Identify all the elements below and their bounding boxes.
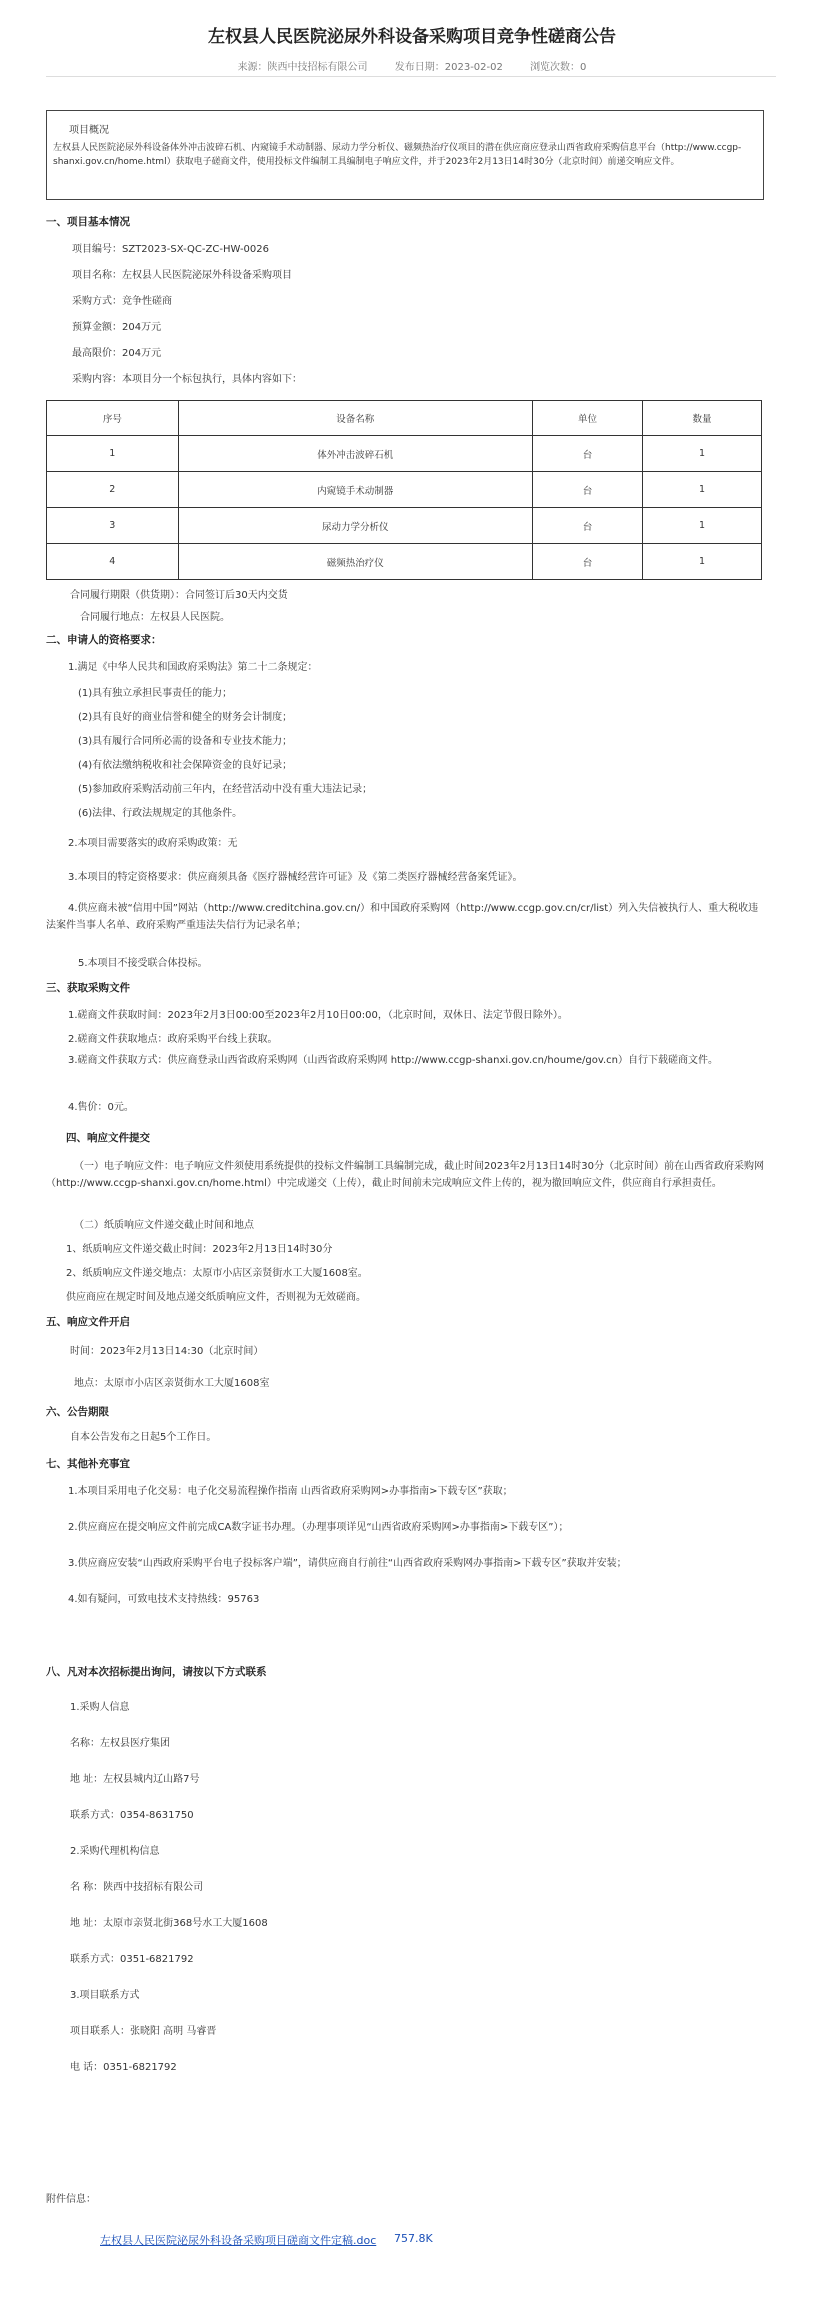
title-divider [46, 76, 776, 77]
section-8-heading: 八、凡对本次招标提出询问，请按以下方式联系 [46, 1666, 267, 1678]
cell-unit: 台 [532, 508, 642, 544]
contact-2-name: 名 称：陕西中技招标有限公司 [70, 1882, 204, 1893]
qualification-item: (1)具有独立承担民事责任的能力； [78, 688, 233, 699]
views-text: 浏览次数：0 [530, 62, 587, 73]
opening-time: 时间：2023年2月13日14:30（北京时间） [70, 1346, 264, 1357]
table-row [47, 436, 762, 472]
meta-bar [0, 58, 824, 73]
max-price: 最高限价：204万元 [72, 348, 162, 359]
contact-3-phone: 电 话：0351-6821792 [70, 2062, 177, 2073]
contract-place: 合同履行地点：左权县人民医院。 [80, 612, 230, 623]
submission-electronic: （一）电子响应文件：电子响应文件须使用系统提供的投标文件编制工具编制完成，截止时间2023年2月13日14时30分（北京时间）前在山西省政府采购网（http://www.ccgp-shanxi.gov.cn/home.html）中完成递交（上传），截止时间前未完成响应文件上传的，视为撤回响应文件，供应商自行承担责任。 [46, 1161, 764, 1189]
cell-equipment: 体外冲击波碎石机 [178, 436, 532, 472]
contact-1-phone: 联系方式：0354-8631750 [70, 1810, 194, 1821]
cell-index: 2 [47, 472, 179, 508]
cell-index: 3 [47, 508, 179, 544]
cell-equipment: 内窥镜手术动制器 [178, 472, 532, 508]
contact-2-phone: 联系方式：0351-6821792 [70, 1954, 194, 1965]
cell-unit: 台 [532, 436, 642, 472]
attachment-link[interactable]: 左权县人民医院泌尿外科设备采购项目磋商文件定稿.doc [100, 2234, 377, 2247]
header-equipment: 设备名称 [178, 401, 532, 436]
contact-2-title: 2.采购代理机构信息 [70, 1846, 160, 1857]
page-title: 左权县人民医院泌尿外科设备采购项目竞争性磋商公告 [208, 27, 616, 47]
contact-3-title: 3.项目联系方式 [70, 1990, 140, 2001]
qualification-3: 3.本项目的特定资格要求：供应商须具备《医疗器械经营许可证》及《第二类医疗器械经营备案凭证》。 [68, 872, 523, 883]
docs-place: 2.磋商文件获取地点：政府采购平台线上获取。 [68, 1034, 278, 1045]
header-index: 序号 [47, 401, 179, 436]
contract-period: 合同履行期限（供货期）：合同签订后30天内交货 [70, 590, 288, 601]
section-3-heading: 三、获取采购文件 [46, 982, 130, 994]
attachment-size: 757.8K [394, 2232, 433, 2245]
cell-quantity: 1 [643, 544, 762, 580]
header-quantity: 数量 [643, 401, 762, 436]
budget-amount: 预算金额：204万元 [72, 322, 162, 333]
contact-1-address: 地 址：左权县城内辽山路7号 [70, 1774, 200, 1785]
table-row [47, 472, 762, 508]
other-1: 1.本项目采用电子化交易：电子化交易流程操作指南 山西省政府采购网>办事指南>下载专区”获取； [68, 1486, 513, 1497]
contact-3-people: 项目联系人：张晓阳 高明 马睿晋 [70, 2026, 217, 2037]
docs-method: 3.磋商文件获取方式：供应商登录山西省政府采购网（山西省政府采购网 http://www.ccgp-shanxi.gov.cn/houme/gov.cn）自行下载磋商文件。 [68, 1055, 719, 1066]
section-6-heading: 六、公告期限 [46, 1406, 109, 1418]
cell-unit: 台 [532, 544, 642, 580]
contact-1-title: 1.采购人信息 [70, 1702, 130, 1713]
qualification-1: 1.满足《中华人民共和国政府采购法》第二十二条规定： [68, 662, 318, 673]
cell-equipment: 磁频热治疗仪 [178, 544, 532, 580]
table-row [47, 544, 762, 580]
section-1-heading: 一、项目基本情况 [46, 216, 130, 228]
cell-equipment: 尿动力学分析仪 [178, 508, 532, 544]
submission-paper-place: 2、纸质响应文件递交地点：太原市小店区亲贤街水工大厦1608室。 [66, 1268, 368, 1279]
cell-quantity: 1 [643, 472, 762, 508]
table-header-row [47, 401, 762, 436]
project-number: 项目编号：SZT2023-SX-QC-ZC-HW-0026 [72, 244, 270, 255]
notice-period: 自本公告发布之日起5个工作日。 [70, 1432, 217, 1443]
project-name: 项目名称：左权县人民医院泌尿外科设备采购项目 [72, 270, 292, 281]
contact-1-name: 名称：左权县医疗集团 [70, 1738, 170, 1749]
cell-quantity: 1 [643, 436, 762, 472]
procurement-content: 采购内容：本项目分一个标包执行，具体内容如下： [72, 374, 302, 385]
qualification-4: 4.供应商未被“信用中国”网站（http://www.creditchina.gov.cn/）和中国政府采购网（http://www.ccgp.gov.cn/cr/list）列入失信被执行人、重大税收违法案件当事人名单、政府采购严重违法失信行为记录名单； [46, 903, 759, 931]
opening-place: 地点：太原市小店区亲贤街水工大厦1608室 [74, 1378, 270, 1389]
qualification-2: 2.本项目需要落实的政府采购政策：无 [68, 838, 238, 849]
section-7-heading: 七、其他补充事宜 [46, 1458, 130, 1470]
procurement-method: 采购方式：竞争性磋商 [72, 296, 172, 307]
cell-quantity: 1 [643, 508, 762, 544]
overview-body: 左权县人民医院泌尿外科设备体外冲击波碎石机、内窥镜手术动制器、尿动力学分析仪、磁频热治疗仪项目的潜在供应商应登录山西省政府采购信息平台（http://www.ccgp-shanxi.gov.cn/home.html）获取电子磋商文件，使用投标文件编制工具编制电子响应文件，并于2023年2月13日14时30分（北京时间）前递交响应文件。 [53, 143, 742, 167]
submission-paper-time: 1、纸质响应文件递交截止时间：2023年2月13日14时30分 [66, 1244, 333, 1255]
table-row [47, 508, 762, 544]
source-text: 来源：陕西中技招标有限公司 [237, 62, 368, 73]
equipment-table [46, 400, 762, 580]
submission-paper-title: （二）纸质响应文件递交截止时间和地点 [74, 1220, 254, 1231]
cell-index: 4 [47, 544, 179, 580]
section-4-heading: 四、响应文件提交 [66, 1132, 150, 1144]
qualification-item: (3)具有履行合同所必需的设备和专业技术能力； [78, 736, 293, 747]
docs-price: 4.售价：0元。 [68, 1102, 134, 1113]
qualification-item: (2)具有良好的商业信誉和健全的财务会计制度； [78, 712, 293, 723]
header-unit: 单位 [532, 401, 642, 436]
other-4: 4.如有疑问，可致电技术支持热线：95763 [68, 1594, 260, 1605]
qualification-item: (5)参加政府采购活动前三年内，在经营活动中没有重大违法记录； [78, 784, 373, 795]
submission-note: 供应商应在规定时间及地点递交纸质响应文件，否则视为无效磋商。 [66, 1292, 366, 1303]
cell-index: 1 [47, 436, 179, 472]
qualification-item: (4)有依法缴纳税收和社会保障资金的良好记录； [78, 760, 293, 771]
other-2: 2.供应商应在提交响应文件前完成CA数字证书办理。（办理事项详见“山西省政府采购网>办事指南>下载专区”）； [68, 1522, 569, 1533]
date-text: 发布日期：2023-02-02 [394, 62, 503, 73]
qualification-5: 5.本项目不接受联合体投标。 [78, 958, 208, 969]
overview-title: 项目概况 [69, 125, 109, 136]
cell-unit: 台 [532, 472, 642, 508]
other-3: 3.供应商应安装“山西政府采购平台电子投标客户端”，请供应商自行前往“山西省政府采购网办事指南>下载专区”获取并安装； [68, 1558, 627, 1569]
contact-2-address: 地 址：太原市亲贤北街368号水工大厦1608 [70, 1918, 268, 1929]
docs-time: 1.磋商文件获取时间：2023年2月3日00:00至2023年2月10日00:00，（北京时间，双休日、法定节假日除外）。 [68, 1010, 568, 1021]
overview-box [46, 110, 764, 200]
section-2-heading: 二、申请人的资格要求： [46, 634, 162, 646]
qualification-item: (6)法律、行政法规规定的其他条件。 [78, 808, 243, 819]
attachment-label: 附件信息： [46, 2194, 96, 2205]
section-5-heading: 五、响应文件开启 [46, 1316, 130, 1328]
